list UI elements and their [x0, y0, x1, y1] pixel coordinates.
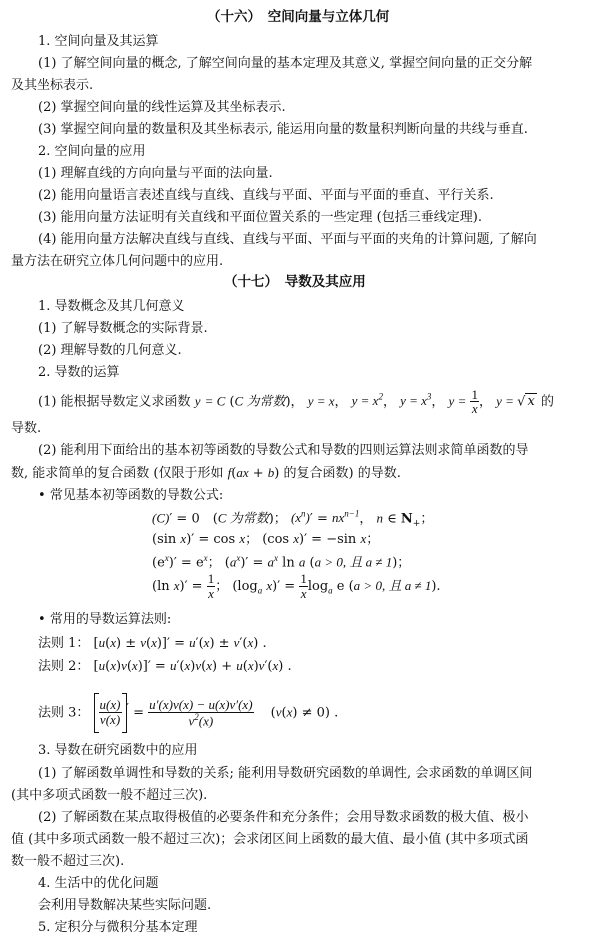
sec16-item-3: (3) 掌握空间向量的数量积及其坐标表示, 能运用向量的数量积判断向量的共线与垂直. — [38, 122, 528, 137]
bullet-basic-formulas-label: 常见基本初等函数的导数公式: — [49, 488, 224, 503]
bullet-operation-rules-label: 常用的导数运算法则: — [49, 612, 172, 627]
sec17-heading-3: 3. 导数在研究函数中的应用 — [38, 743, 198, 758]
section-16-title: （十六） 空间向量与立体几何 — [207, 9, 390, 25]
rule-3: 法则 3： $\frac{u(x)}{v(x)}$ ′ = $\frac{u'(x)v(x) - u(x)v'(x)}{v^2(x)}$ (v(x) ≠ 0) . — [38, 688, 338, 733]
formula-y-eq-x2: $y = x^2$ — [351, 392, 383, 409]
formula-note-4: a > 0, 且 a ≠ 1 — [353, 578, 432, 593]
section-17-title: （十七） 导数及其应用 — [224, 274, 366, 290]
formula-y-eq-x: y = x — [307, 393, 335, 409]
rule-1: 法则 1： [u(x) ± v(x)]′ = u′(x) ± v′(x) . — [38, 635, 267, 651]
sec17-heading-4: 4. 生活中的优化问题 — [38, 876, 159, 891]
sec17-rules-intro-line-2: 数, 能求简单的复合函数 (仅限于形如 f(ax + b) 的复合函数) 的导数. — [11, 465, 401, 481]
sec16-item-2: (2) 掌握空间向量的线性运算及其坐标表示. — [38, 100, 286, 115]
bullet-dot-icon: • — [38, 612, 46, 627]
rule-3-label: 法则 3： — [38, 705, 90, 721]
formula-note-1: C 为常数 — [217, 510, 269, 526]
sec16-heading-2: 2. 空间向量的应用 — [38, 144, 146, 159]
rule-1-label: 法则 1： — [38, 636, 90, 651]
rule-2-label: 法则 2： — [38, 659, 90, 674]
sec17-app-1-line-1: (1) 了解函数单调性和导数的关系; 能利用导数研究函数的单调性, 会求函数的单调区间 — [38, 766, 533, 781]
formula-y-eq-x3: $y = x^3$ — [400, 392, 432, 409]
sqrt-x: x — [527, 394, 535, 410]
sec17-item-1: (1) 了解导数概念的实际背景. — [38, 321, 208, 336]
composite-form: f — [227, 465, 232, 480]
bullet-basic-formulas — [38, 489, 223, 502]
sec17-app-1-line-2: (其中多项式函数一般不超过三次). — [11, 788, 208, 803]
quotient-bracket: $\frac{u(x)}{v(x)}$ — [94, 693, 127, 733]
sec17-heading-2: 2. 导数的运算 — [38, 365, 120, 380]
sec16-item-1-line-1: (1) 了解空间向量的概念, 了解空间向量的基本定理及其意义, 掌握空间向量的正交分解 — [38, 56, 533, 71]
formula-y-eq-1-over-x: y = — [448, 393, 467, 409]
formula-line-3: $(e^x)' = e^x$； $(a^x)' = a^x$ ln a (a > 0, 且 a ≠ 1)； — [152, 553, 411, 571]
sec16-item-1-line-2: 及其坐标表示. — [11, 78, 94, 93]
bullet-dot-icon: • — [38, 488, 46, 503]
derivative-intro-text: (1) 能根据导数定义求函数 — [38, 394, 191, 410]
sec17-item-2: (2) 理解导数的几何意义. — [38, 343, 182, 358]
fraction-1-over-x: $\frac{1}{x}$ — [471, 386, 478, 417]
sec16-app-4-line-2: 量方法在研究立体几何问题中的应用. — [11, 254, 224, 269]
bullet-operation-rules — [38, 613, 171, 626]
constant-note: C 为常数 — [234, 393, 286, 409]
derivative-tail: 导数. — [11, 421, 42, 436]
sec16-app-1: (1) 理解直线的方向向量与平面的法向量. — [38, 166, 273, 181]
composite-post: 的复合函数) 的导数. — [283, 466, 401, 481]
sec17-optimization: 会利用导数解决某些实际问题. — [38, 898, 212, 913]
sec16-app-4-line-1: (4) 能用向量方法解决直线与直线、直线与平面、平面与平面的夹角的计算问题, 了解向 — [38, 232, 537, 247]
sec17-derivative-functions-line: (1) 能根据导数定义求函数 y = C (C 为常数)， y = x， $y = x^2$， $y = x^3$， y = $\frac{1}{x}$ ， y = √ x 的 — [38, 386, 554, 417]
sec17-app-2-line-3: 数一般不超过三次). — [11, 854, 125, 869]
formula-y-eq-c: y — [194, 393, 201, 409]
sec16-app-3: (3) 能用向量方法证明有关直线和平面位置关系的一些定理 (包括三垂线定理). — [38, 210, 482, 225]
rule-2: 法则 2： [u(x)v(x)]′ = u′(x)v(x) + u(x)v′(x) . — [38, 658, 292, 674]
sec16-heading-1: 1. 空间向量及其运算 — [38, 34, 159, 49]
formula-y-eq-sqrt-x: y = — [496, 393, 518, 409]
sec17-heading-1: 1. 导数概念及其几何意义 — [38, 299, 185, 314]
formula-line-1: (C)′ = 0 (C 为常数)； $(x^n)' = nx^{n-1}$， n ∈ $N_+$； — [152, 509, 434, 529]
quotient-rule-fraction: $\frac{u'(x)v(x) - u(x)v'(x)}{v^2(x)}$ — [149, 697, 253, 728]
de-char: 的 — [540, 394, 554, 410]
sec17-rules-intro-line-1: (2) 能利用下面给出的基本初等函数的导数公式和导数的四则运算法则求简单函数的导 — [38, 443, 529, 458]
sec17-heading-5: 5. 定积分与微积分基本定理 — [38, 920, 198, 935]
composite-pre: 数, 能求简单的复合函数 (仅限于形如 — [11, 466, 224, 481]
sec17-app-2-line-1: (2) 了解函数在某点取得极值的必要条件和充分条件；会用导数求函数的极大值、极小 — [38, 810, 529, 825]
sec17-app-2-line-2: 值 (其中多项式函数一般不超过三次)；会求闭区间上函数的最大值、最小值 (其中多项式函 — [11, 832, 529, 847]
formula-line-4: (ln x)′ = $\frac{1}{x}$ ； ($\log_a$ x)′ = $\frac{1}{x}$ $\log_a e$ (a > 0, 且 a ≠ 1). — [152, 571, 441, 601]
sec16-app-2: (2) 能用向量语言表述直线与直线、直线与平面、平面与平面的垂直、平行关系. — [38, 188, 494, 203]
formula-note-3: a > 0, 且 a ≠ 1 — [314, 554, 393, 570]
formula-line-2: (sin x)′ = cos x； (cos x)′ = −sin x； — [152, 531, 380, 547]
